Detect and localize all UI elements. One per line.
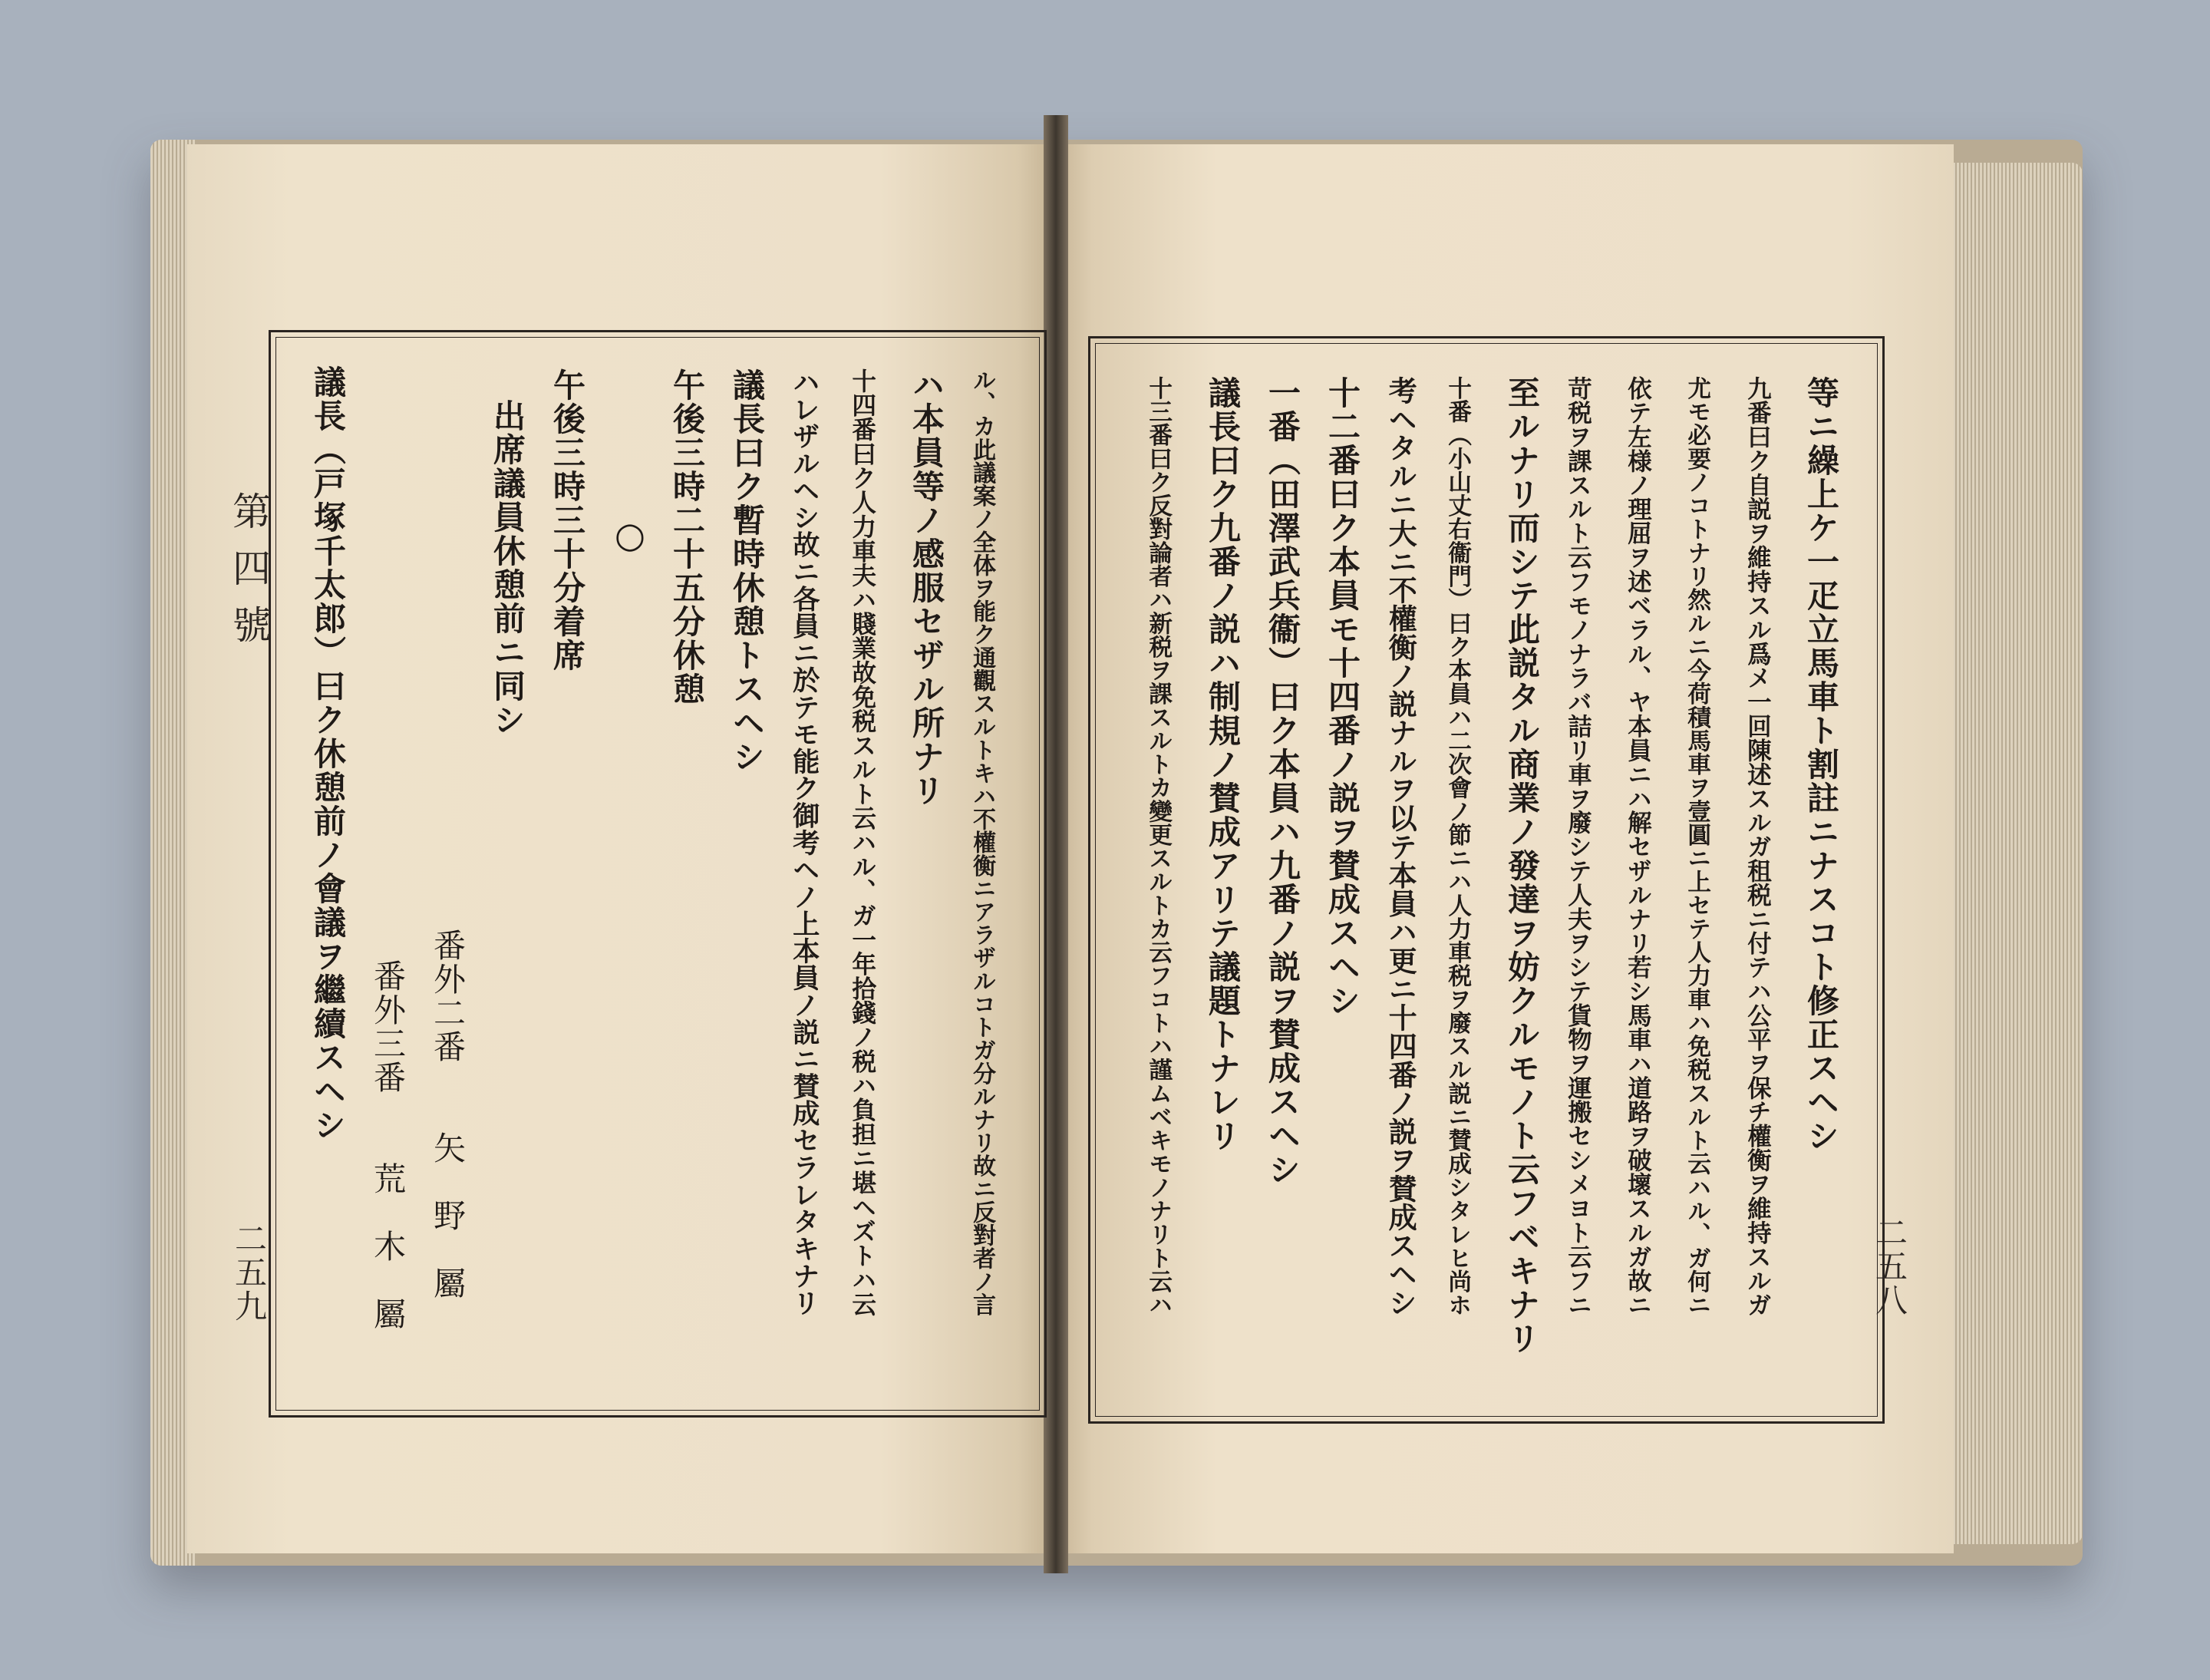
text-line: ハレザルヘシ故ニ各員ニ於テモ能ク御考ヘノ上本員ノ説ニ賛成セラレタキナリ <box>788 368 820 1316</box>
text-line: 番外二番 矢 野 屬 <box>429 929 467 1300</box>
text-line: ハ本員等ノ感服セザル所ナリ <box>908 368 945 807</box>
text-line: 出席議員休憩前ニ同シ <box>489 399 526 737</box>
left-page-number: 二五九 <box>230 1222 268 1323</box>
text-line: 尤モ必要ノコトナリ然ルニ今荷積馬車ヲ壹圓ニ上セテ人力車ハ免税スルト云ハル、ガ何ニ <box>1683 376 1711 1317</box>
text-line: 苛税ヲ課スルト云フモノナラバ詰リ車ヲ廢シテ人夫ヲシテ貨物ヲ運搬セシメヨト云フニ <box>1563 376 1592 1317</box>
text-line: 議長（戸塚千太郎）曰ク休憩前ノ會議ヲ繼續スヘシ <box>309 365 347 1142</box>
text-line: 十四番曰ク人力車夫ハ賤業故免税スルト云ハル、ガ一年拾錢ノ税ハ負担ニ堪ヘズトハ云 <box>848 368 877 1316</box>
right-page-edges <box>1949 163 2083 1544</box>
right-page-number: 二五八 <box>1871 1216 1908 1317</box>
book-gutter <box>1044 115 1068 1573</box>
issue-header: 第四號 <box>226 491 271 662</box>
text-line: 番外三番 荒 木 屬 <box>369 959 407 1331</box>
text-line: 依テ左様ノ理屈ヲ述ベラル、ヤ本員ニハ解セザルナリ若シ馬車ハ道路ヲ破壞スルガ故ニ <box>1623 376 1652 1317</box>
text-line: 午後三時二十五分休憩 <box>668 368 706 706</box>
text-line: 午後三時三十分着席 <box>549 368 586 672</box>
text-line: 議長曰ク九番ノ説ハ制規ノ賛成アリテ議題トナレリ <box>1204 376 1242 1153</box>
section-circle-mark: ○ <box>609 514 651 557</box>
text-line: 九番曰ク自説ヲ維持スル爲メ一回陳述スルガ租税ニ付テハ公平ヲ保チ權衡ヲ維持スルガ <box>1743 376 1772 1317</box>
text-line: ル、カ此議案ノ全体ヲ能ク通觀スルトキハ不權衡ニアラザルコトガ分ルナリ故ニ反對者ノ言 <box>968 368 996 1316</box>
text-line: 十二番曰ク本員モ十四番ノ説ヲ賛成スヘシ <box>1324 376 1361 1018</box>
text-line: 十三番曰ク反對論者ハ新税ヲ課スルトカ變更スルトカ云フコトハ謹ムベキモノナリト云ハ <box>1144 376 1173 1317</box>
text-line: 一番（田澤武兵衞）曰ク本員ハ九番ノ説ヲ賛成スヘシ <box>1264 376 1301 1187</box>
text-line: 考ヘタルニ大ニ不權衡ノ説ナルヲ以テ本員ハ更ニ十四番ノ説ヲ賛成スヘシ <box>1384 376 1418 1317</box>
text-line: 議長曰ク暫時休憩トスヘシ <box>728 368 766 774</box>
text-line: 等ニ繰上ケ一疋立馬車ト割註ニナスコト修正スヘシ <box>1803 376 1840 1153</box>
text-line: 十番（小山丈右衞門）曰ク本員ハ二次會ノ節ニハ人力車税ヲ廢スル説ニ賛成シタレヒ尚ホ <box>1443 376 1472 1317</box>
text-line: 至ルナリ而シテ此説タル商業ノ發達ヲ妨クルモノト云フベキナリ <box>1503 376 1541 1355</box>
